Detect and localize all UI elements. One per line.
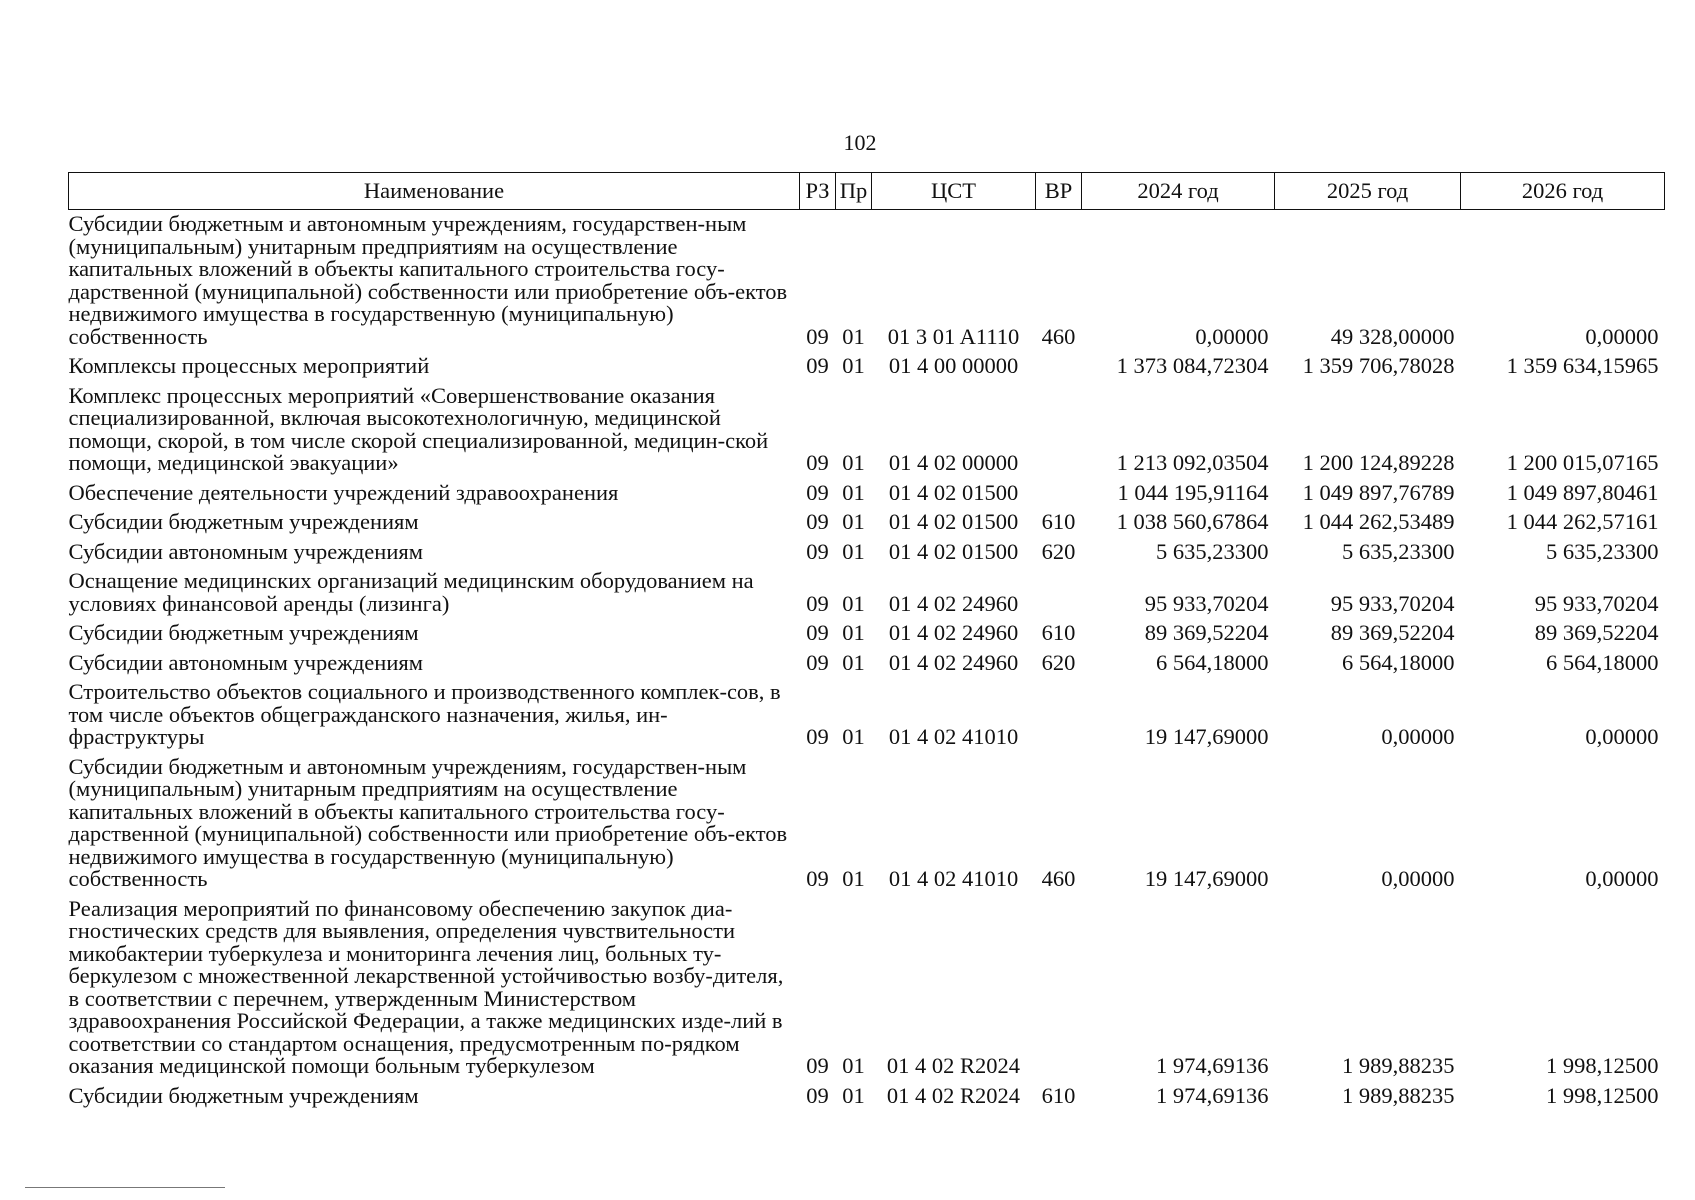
header-2024: 2024 год: [1082, 173, 1275, 210]
row-name: Обеспечение деятельности учреждений здравоохранения: [68, 479, 619, 505]
row-cst: 01 4 02 41010: [888, 724, 1019, 749]
row-2025: 1 044 262,53489: [1302, 509, 1455, 534]
header-vr: ВР: [1036, 173, 1082, 210]
row-2024: 89 369,52204: [1144, 620, 1269, 645]
header-cst: ЦСТ: [872, 173, 1036, 210]
row-2026: 1 998,12500: [1546, 1053, 1659, 1078]
row-2025: 0,00000: [1381, 724, 1455, 749]
row-rz: 09: [806, 450, 829, 475]
row-2025: 89 369,52204: [1330, 620, 1455, 645]
row-2024: 1 974,69136: [1156, 1082, 1269, 1108]
row-vr: [1036, 567, 1082, 619]
row-name: Реализация мероприятий по финансовому обеспечению закупок диа-гностических средств для выявления, определения чувствительности микобактерии туберкулеза и мониторинга лечения лиц, больных ту-беркулезом с множественной лекарственной устойчивостью возбу-дителя, в соответствии с перечнем, утвержденным Министерством здравоохранения Российской Федерации, а также медицинских изде-лий в соответствии со стандартом оснащения, предусмотренным по-рядком оказания медицинской помощи больным туберкулезом: [68, 895, 784, 1078]
row-2026: 1 049 897,80461: [1506, 479, 1659, 505]
row-2025: 1 989,88235: [1342, 1082, 1455, 1108]
row-2025: 1 200 124,89228: [1302, 450, 1455, 475]
header-name: Наименование: [69, 173, 800, 210]
row-rz: 09: [806, 479, 829, 505]
table-row: [69, 753, 1665, 895]
row-cst: 01 4 02 01500: [888, 509, 1019, 534]
row-pr: 01: [842, 509, 865, 534]
row-pr: 01: [842, 866, 865, 891]
row-vr: 620: [1041, 649, 1076, 675]
footer-divider: [25, 1187, 225, 1188]
row-2024: 1 213 092,03504: [1116, 450, 1269, 475]
row-vr: 610: [1041, 1082, 1076, 1108]
page-number: 102: [843, 130, 877, 155]
row-2024: 1 038 560,67864: [1116, 509, 1269, 534]
row-2026: 1 998,12500: [1546, 1082, 1659, 1108]
row-name: Оснащение медицинских организаций медицинским оборудованием на условиях финансовой аренды (лизинга): [68, 568, 754, 616]
table-row: [69, 382, 1665, 479]
row-2025: 49 328,00000: [1330, 323, 1455, 349]
row-pr: 01: [842, 1053, 865, 1078]
table-row: [69, 1082, 1665, 1112]
header-2026: 2026 год: [1461, 173, 1665, 210]
row-2026: 1 044 262,57161: [1506, 509, 1659, 534]
row-2026: 95 933,70204: [1534, 590, 1659, 616]
row-pr: 01: [842, 479, 865, 505]
row-2024: 19 147,69000: [1144, 724, 1269, 749]
row-pr: 01: [842, 323, 865, 349]
row-2024: 6 564,18000: [1156, 649, 1269, 675]
table-header: [69, 173, 1665, 210]
row-name: Субсидии автономным учреждениям: [68, 538, 423, 564]
row-name: Строительство объектов социального и производственного комплек-сов, в том числе объектов общегражданского назначения, жилья, ин-фраструктуры: [68, 679, 781, 749]
row-cst: 01 4 02 24960: [888, 649, 1019, 675]
row-2026: 89 369,52204: [1534, 620, 1659, 645]
row-vr: 620: [1041, 538, 1076, 564]
row-vr: 610: [1041, 620, 1076, 645]
table-row: [69, 567, 1665, 619]
table-row: [69, 479, 1665, 509]
row-2024: 95 933,70204: [1144, 590, 1269, 616]
row-2026: 0,00000: [1585, 724, 1659, 749]
row-rz: 09: [806, 509, 829, 534]
row-pr: 01: [842, 538, 865, 564]
row-name: Субсидии бюджетным и автономным учреждениям, государствен-ным (муниципальным) унитарным предприятиям на осуществление капитальных вложений в объекты капитального строительства госу-дарственной (муниципальной) собственности или приобретение объ-ектов недвижимого имущества в государственную (муниципальную) собственность: [68, 753, 788, 891]
row-pr: 01: [842, 450, 865, 475]
row-2026: 0,00000: [1585, 323, 1659, 349]
row-cst: 01 4 02 R2024: [886, 1053, 1021, 1078]
row-2025: 1 359 706,78028: [1302, 353, 1455, 378]
row-rz: 09: [806, 649, 829, 675]
row-name: Субсидии бюджетным учреждениям: [68, 1082, 419, 1108]
row-2025: 1 989,88235: [1342, 1053, 1455, 1078]
row-cst: 01 4 02 01500: [888, 538, 1019, 564]
row-2024: 1 974,69136: [1156, 1053, 1269, 1078]
row-vr: [1036, 352, 1082, 382]
table-row: [69, 619, 1665, 649]
row-2024: 1 044 195,91164: [1117, 479, 1269, 505]
table-row: [69, 895, 1665, 1082]
row-name: Субсидии бюджетным и автономным учреждениям, государствен-ным (муниципальным) унитарным предприятиям на осуществление капитальных вложений в объекты капитального строительства госу-дарственной (муниципальной) собственности или приобретение объ-ектов недвижимого имущества в государственную (муниципальную) собственность: [68, 211, 788, 349]
row-pr: 01: [842, 590, 865, 616]
row-2026: 1 200 015,07165: [1506, 450, 1659, 475]
row-2025: 5 635,23300: [1342, 538, 1455, 564]
row-vr: [1036, 479, 1082, 509]
row-pr: 01: [842, 620, 865, 645]
table-body: [69, 210, 1665, 1112]
row-cst: 01 4 02 R2024: [886, 1082, 1021, 1108]
row-rz: 09: [806, 866, 829, 891]
row-vr: [1036, 678, 1082, 753]
row-2025: 6 564,18000: [1342, 649, 1455, 675]
table-row: [69, 649, 1665, 679]
header-rz: РЗ: [800, 173, 836, 210]
row-name: Субсидии бюджетным учреждениям: [68, 620, 419, 645]
row-2024: 0,00000: [1195, 323, 1269, 349]
row-2024: 1 373 084,72304: [1116, 353, 1269, 378]
row-2026: 0,00000: [1585, 866, 1659, 891]
row-name: Комплексы процессных мероприятий: [68, 353, 430, 378]
row-cst: 01 3 01 A1110: [887, 323, 1020, 349]
header-2025: 2025 год: [1275, 173, 1461, 210]
row-2024: 5 635,23300: [1156, 538, 1269, 564]
row-name: Комплекс процессных мероприятий «Совершенствование оказания специализированной, включая высокотехнологичную, медицинской помощи, скорой, в том числе скорой специализированной, медицин-ской помощи, медицинской эвакуации»: [68, 382, 769, 475]
row-pr: 01: [842, 1082, 865, 1108]
budget-table-container: [68, 172, 1664, 1111]
row-vr: 460: [1041, 866, 1076, 891]
table-row: [69, 210, 1665, 353]
row-rz: 09: [806, 323, 829, 349]
row-vr: [1036, 382, 1082, 479]
row-name: Субсидии автономным учреждениям: [68, 649, 423, 675]
table-row: [69, 508, 1665, 538]
row-rz: 09: [806, 724, 829, 749]
row-vr: 610: [1041, 509, 1076, 534]
row-pr: 01: [842, 649, 865, 675]
row-cst: 01 4 00 00000: [888, 353, 1019, 378]
row-cst: 01 4 02 24960: [888, 590, 1019, 616]
row-rz: 09: [806, 1053, 829, 1078]
row-cst: 01 4 02 00000: [888, 450, 1019, 475]
row-rz: 09: [806, 538, 829, 564]
table-row: [69, 678, 1665, 753]
row-rz: 09: [806, 353, 829, 378]
row-2025: 1 049 897,76789: [1302, 479, 1455, 505]
row-rz: 09: [806, 1082, 829, 1108]
row-pr: 01: [842, 724, 865, 749]
row-2026: 1 359 634,15965: [1506, 353, 1659, 378]
row-2024: 19 147,69000: [1144, 866, 1269, 891]
row-cst: 01 4 02 24960: [888, 620, 1019, 645]
row-pr: 01: [842, 353, 865, 378]
row-2025: 0,00000: [1381, 866, 1455, 891]
row-2025: 95 933,70204: [1330, 590, 1455, 616]
row-name: Субсидии бюджетным учреждениям: [68, 509, 419, 534]
row-vr: [1036, 895, 1082, 1082]
table-row: [69, 352, 1665, 382]
row-cst: 01 4 02 41010: [888, 866, 1019, 891]
table-row: [69, 538, 1665, 568]
row-vr: 460: [1041, 323, 1076, 349]
row-2026: 6 564,18000: [1546, 649, 1659, 675]
row-cst: 01 4 02 01500: [888, 479, 1019, 505]
row-2026: 5 635,23300: [1546, 538, 1659, 564]
budget-table: [68, 172, 1665, 1111]
row-rz: 09: [806, 620, 829, 645]
row-rz: 09: [806, 590, 829, 616]
header-pr: Пр: [836, 173, 872, 210]
